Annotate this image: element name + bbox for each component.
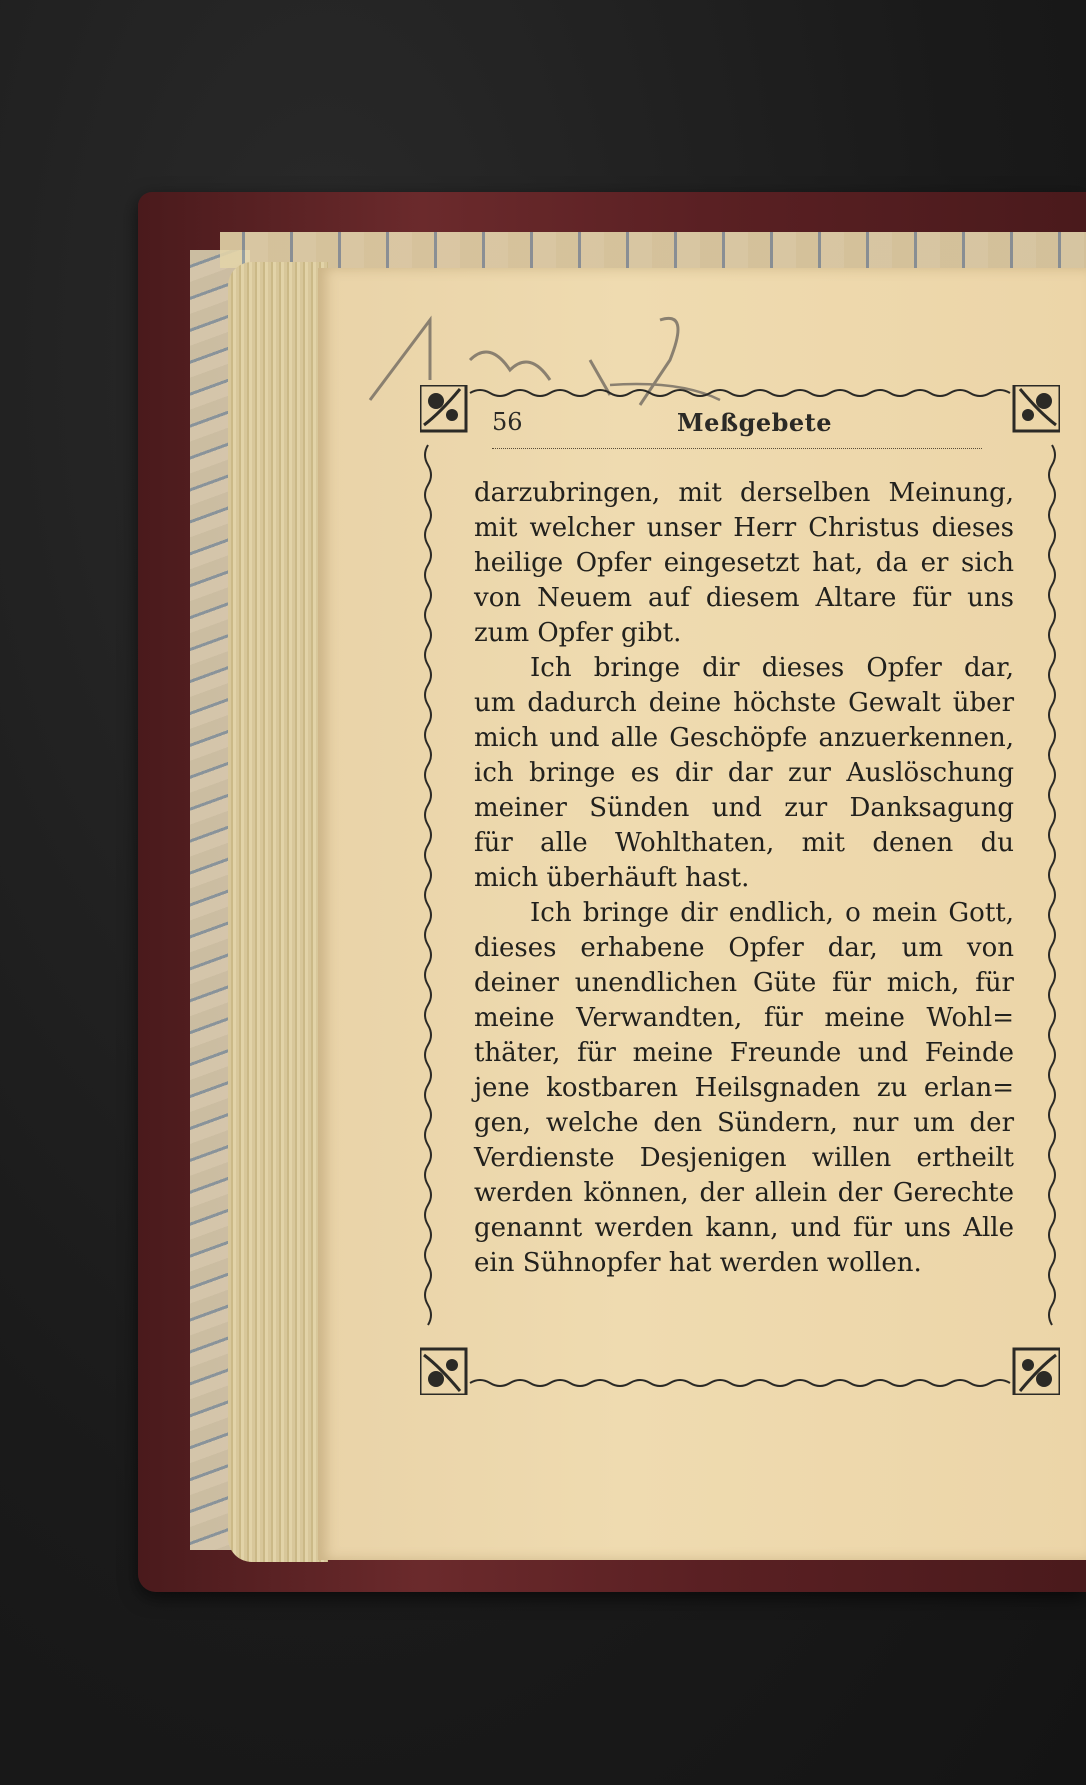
text-line: genannt werden kann, und für uns Alle [474,1213,1014,1243]
page-number: 56 [492,408,523,436]
body-text [474,476,1014,1281]
text-line: ich bringe es dir dar zur Auslöschung [474,758,1014,788]
text-line: gen, welche den Sündern, nur um der [474,1108,1014,1138]
text-line: meine Verwandten, für meine Wohl= [474,1003,1014,1033]
text-line: mit welcher unser Herr Christus dieses [474,513,1014,543]
marbled-top-edge [220,232,1086,268]
text-line: jene kostbaren Heilsgnaden zu erlan= [474,1073,1014,1103]
running-head [492,408,982,449]
paragraph [474,896,1014,1281]
text-line: von Neuem auf diesem Altare für uns [474,583,1014,613]
text-line: zum Opfer gibt. [474,618,682,648]
paragraph [474,651,1014,896]
text-line: mich und alle Geschöpfe anzuerkennen, [474,723,1014,753]
text-line: um dadurch deine höchste Gewalt über [474,688,1014,718]
corner-ornament-top-left [420,385,466,431]
text-line: meiner Sünden und zur Danksagung [474,793,1014,823]
text-line: für alle Wohlthaten, mit denen du [474,828,1014,858]
text-line: mich überhäuft hast. [474,863,750,893]
text-line: Ich bringe dir dieses Opfer dar, [530,653,1014,683]
corner-ornament-bottom-right [1014,1349,1060,1395]
text-line: ein Sühnopfer hat werden wollen. [474,1248,922,1278]
corner-ornament-top-right [1014,385,1060,431]
corner-ornament-bottom-left [420,1349,466,1395]
page-title: Meßgebete [677,408,833,437]
paragraph [474,476,1014,651]
text-line: dieses erhabene Opfer dar, um von [474,933,1014,963]
text-line: heilige Opfer eingesetzt hat, da er sich [474,548,1014,578]
page-block-edges [228,262,328,1562]
text-line: werden können, der allein der Gerechte [474,1178,1014,1208]
text-line: thäter, für meine Freunde und Feinde [474,1038,1014,1068]
text-line: deiner unendlichen Güte für mich, für [474,968,1014,998]
text-line: darzubringen, mit derselben Meinung, [474,478,1014,508]
text-line: Ich bringe dir endlich, o mein Gott, [530,898,1014,928]
text-line: Verdienste Desjenigen willen ertheilt [474,1143,1014,1173]
